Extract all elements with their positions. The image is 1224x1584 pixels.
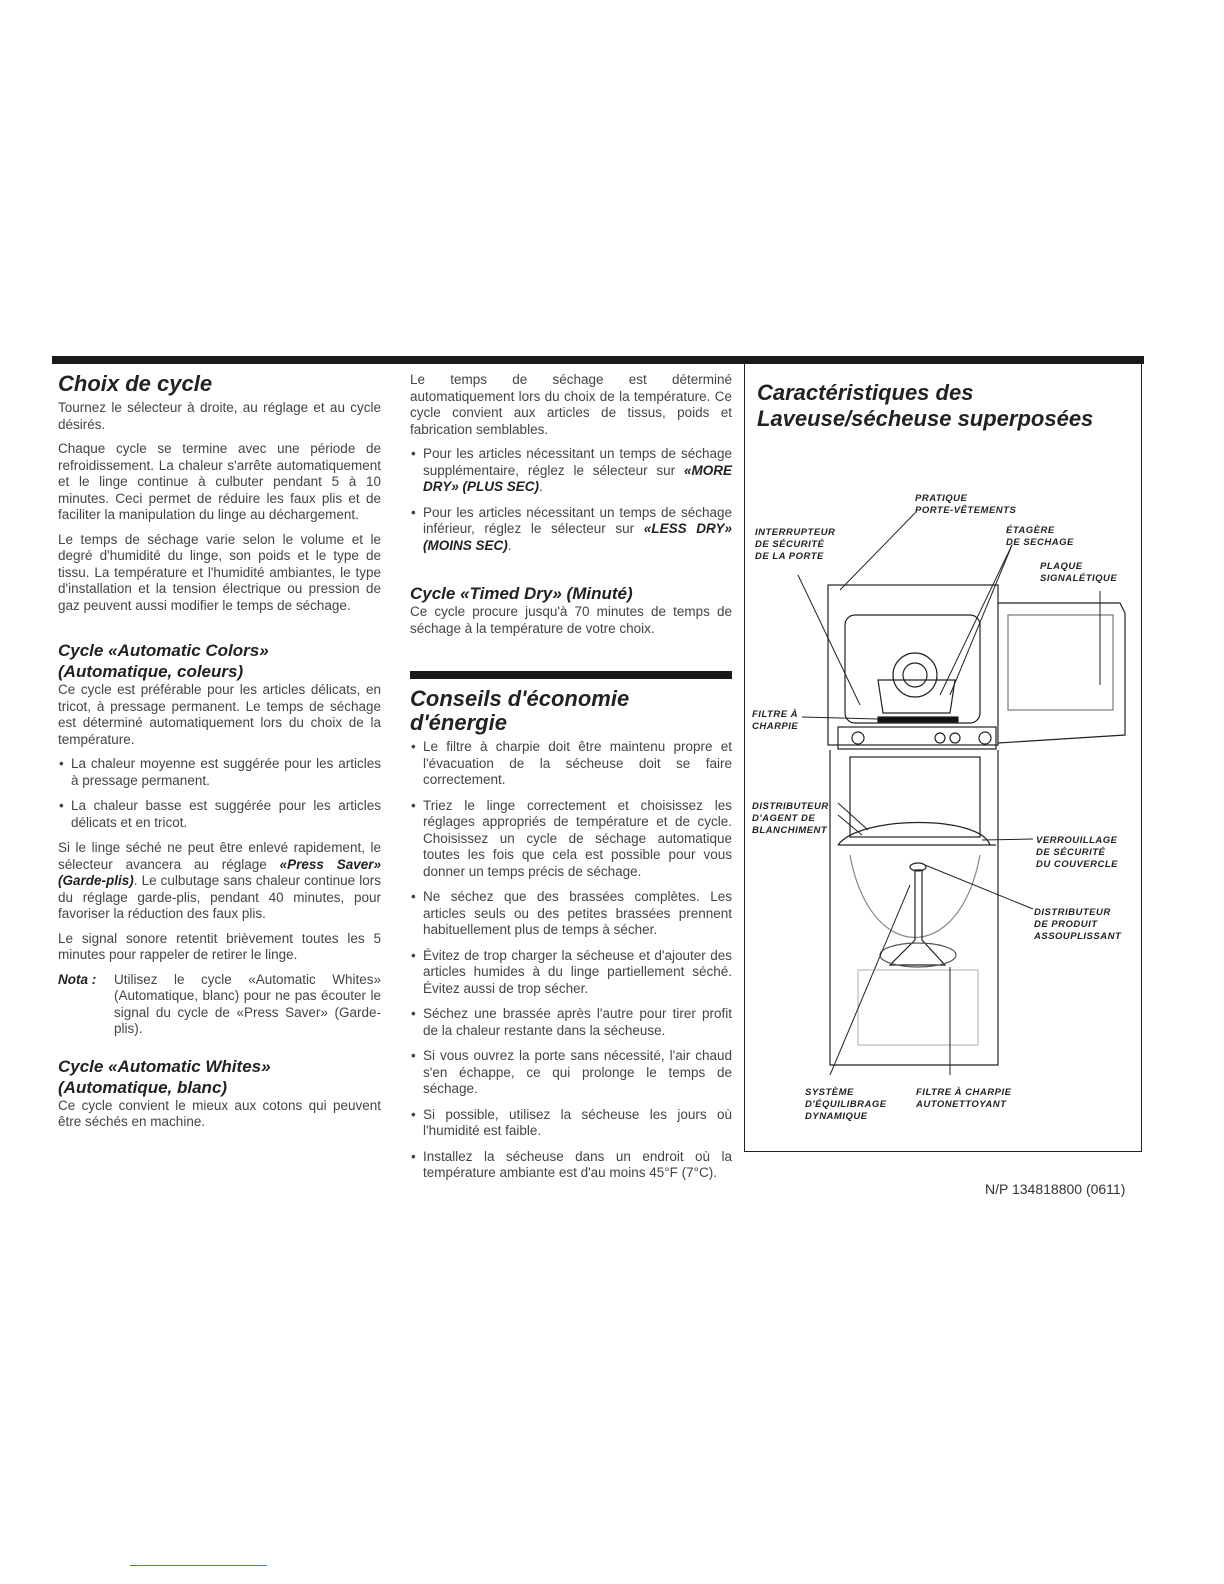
paragraph: Le temps de séchage est déterminé automatiquement lors du choix de la température. Ce cycle convient aux articles de tissus, poids et fabrication semblables. xyxy=(410,372,732,437)
list-item: • Séchez une brassée après l'autre pour tirer profit de la chaleur restante dans la sécheuse. xyxy=(410,1006,732,1039)
paragraph: Ce cycle est préférable pour les articles délicats, en tricot, à pressage permanent. Le temps de séchage est déterminé automatiquement lors du choix de la température. xyxy=(58,682,381,747)
list-item: • Évitez de trop charger la sécheuse et d'ajouter des articles humides à du linge partiellement séché. Évitez aussi de trop sécher. xyxy=(410,948,732,998)
label-porte-vetements: PRATIQUE PORTE-VÊTEMENTS xyxy=(915,493,1017,516)
nota-label: Nota : xyxy=(58,971,97,987)
list-item: • Triez le linge correctement et choisissez les réglages appropriés de température et de cycle. Choisissez un cycle de séchage automatique toutes les fois que cela est possible pour vous donner un temps précis de séchage. xyxy=(410,798,732,881)
paragraph: Ce cycle procure jusqu'à 70 minutes de temps de séchage à la température de votre choix. xyxy=(410,604,732,636)
label-interrupteur: INTERRUPTEUR DE SÉCURITÉ DE LA PORTE xyxy=(755,527,836,562)
heading-automatique-blanc: (Automatique, blanc) xyxy=(58,1077,228,1097)
heading-timed-dry: Cycle «Timed Dry» (Minuté) xyxy=(410,584,633,603)
heading-automatique-coleurs: (Automatique, coleurs) xyxy=(58,662,244,681)
list-item: • La chaleur basse est suggérée pour les articles délicats et en tricot. xyxy=(58,798,381,831)
heading-automatic-colors: Cycle «Automatic Colors» xyxy=(58,641,269,660)
paragraph: Le temps de séchage varie selon le volume et le degré d'humidité du linge, son poids et le type de tissu. La température et l'humidité ambiantes, le type d'installation et la tension électrique ou pression de gaz peuvent aussi modifier le temps de séchage. xyxy=(58,531,381,613)
top-rule xyxy=(52,356,1144,364)
label-systeme: SYSTÈME D'ÉQUILIBRAGE DYNAMIQUE xyxy=(805,1087,887,1122)
list-item: • Si possible, utilisez la sécheuse les jours où l'humidité est faible. xyxy=(410,1107,732,1140)
label-etagere: ÉTAGÈRE DE SECHAGE xyxy=(1006,525,1074,548)
label-plaque: PLAQUE SIGNALÉTIQUE xyxy=(1040,561,1118,584)
paragraph: Tournez le sélecteur à droite, au réglage et au cycle désirés. xyxy=(58,400,381,432)
heading-caracteristiques: Caractéristiques des Laveuse/sécheuse superposées xyxy=(757,380,1094,431)
tips-list xyxy=(410,739,732,1182)
section-rule xyxy=(410,671,732,679)
washer-dryer-diagram xyxy=(750,485,1140,1135)
paragraph: Ce cycle convient le mieux aux cotons qui peuvent être séchés en machine. xyxy=(58,1097,381,1129)
list-item: • Pour les articles nécessitant un temps de séchage supplémentaire, réglez le sélecteur sur «MORE DRY» (PLUS SEC). xyxy=(410,446,732,496)
label-verrouillage: VERROUILLAGE DE SÉCURITÉ DU COUVERCLE xyxy=(1036,835,1119,870)
part-number: N/P 134818800 (0611) xyxy=(985,1181,1126,1197)
bullet-list xyxy=(58,756,381,831)
list-item: • Ne séchez que des brassées complètes. Les articles seuls ou des petites brassées prennent habituellement plus de temps à sécher. xyxy=(410,889,732,939)
list-item: • Le filtre à charpie doit être maintenu propre et l'évacuation de la sécheuse doit se faire correctement. xyxy=(410,739,732,789)
column-choix-de-cycle xyxy=(58,372,381,1139)
label-filtre-charpie: FILTRE À CHARPIE xyxy=(752,709,799,732)
heading-choix-de-cycle: Choix de cycle xyxy=(58,371,213,396)
list-item: • La chaleur moyenne est suggérée pour les articles à pressage permanent. xyxy=(58,756,381,789)
paragraph: Chaque cycle se termine avec une période de refroidissement. La chaleur s'arrête automatiquement et le linge continue à culbuter pendant 5 à 10 minutes. Ceci permet de réduire les faux plis et de faciliter la manipulation du linge au déchargement. xyxy=(58,441,381,522)
column-conseils xyxy=(410,372,732,1191)
label-distributeur-produit: DISTRIBUTEUR DE PRODUIT ASSOUPLISSANT xyxy=(1034,907,1122,942)
bullet-list xyxy=(410,446,732,554)
label-distributeur-agent: DISTRIBUTEUR D'AGENT DE BLANCHIMENT xyxy=(752,801,829,836)
list-item: • Pour les articles nécessitant un temps de séchage inférieur, réglez le sélecteur sur «LESS DRY» (MOINS SEC). xyxy=(410,505,732,555)
heading-conseils: Conseils d'économie d'énergie xyxy=(410,686,630,735)
label-filtre-autonettoyant: FILTRE À CHARPIE AUTONETTOYANT xyxy=(916,1087,1012,1110)
heading-automatic-whites: Cycle «Automatic Whites» xyxy=(58,1056,271,1076)
nota-text: Utilisez le cycle «Automatic Whites» (Automatique, blanc) pour ne pas écouter le signal du cycle de «Press Saver» (Garde-plis). xyxy=(114,971,381,1036)
footer-line xyxy=(130,1565,267,1566)
list-item: • Si vous ouvrez la porte sans nécessité, l'air chaud s'en échappe, ce qui prolonge le temps de séchage. xyxy=(410,1048,732,1098)
nota-block xyxy=(58,972,381,1038)
paragraph-press-saver: Si le linge séché ne peut être enlevé rapidement, le sélecteur avancera au réglage «Press Saver» (Garde-plis). Le culbutage sans chaleur continue lors du réglage garde-plis, pendant 40 minutes, pour favoriser la réduction des faux plis. xyxy=(58,840,381,921)
list-item: • Installez la sécheuse dans un endroit où la température ambiante est d'au moins 45°F (7°C). xyxy=(410,1149,732,1182)
paragraph: Le signal sonore retentit brièvement toutes les 5 minutes pour rappeler de retirer le linge. xyxy=(58,930,381,962)
